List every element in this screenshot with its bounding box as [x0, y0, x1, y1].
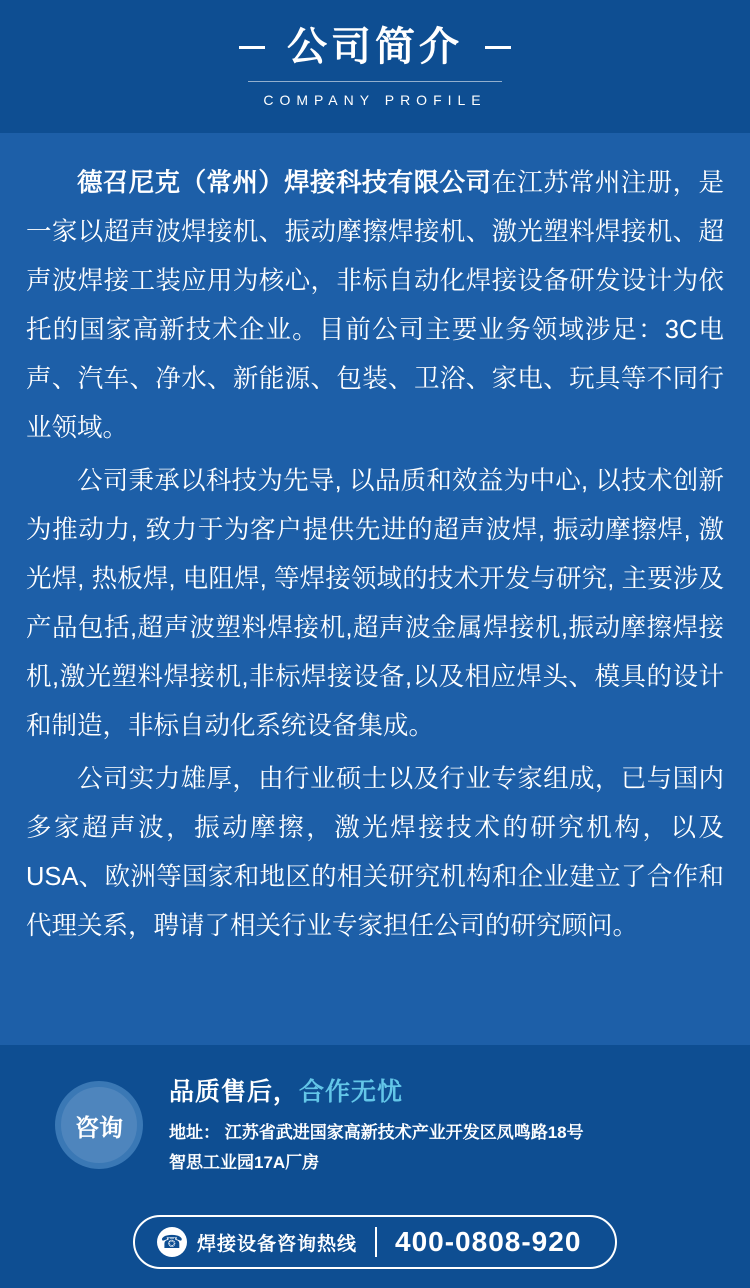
- hotline-number[interactable]: 400-0808-920: [395, 1226, 582, 1257]
- dash-right-decoration: [485, 46, 511, 49]
- footer-headline-main: 品质售后，: [169, 1078, 300, 1106]
- footer-contact-block: [0, 1045, 750, 1205]
- hotline-label: 焊接设备咨询热线: [197, 1233, 358, 1255]
- header-divider: [248, 81, 502, 82]
- paragraph-2: 公司秉承以科技为先导, 以品质和效益为中心, 以技术创新为推动力, 致力于为客户提供先进的超声波焊, 振动摩擦焊, 激光焊, 热板焊, 电阻焊, 等焊接领域的技术开发与研究, 主要涉及产品包括,超声波塑料焊接机,超声波金属焊接机,振动摩擦焊接机,激光塑料焊接机,非标焊接设备,以及相应焊头、模具的设计和制造，非标自动化系统设备集成。: [26, 467, 724, 740]
- consult-badge[interactable]: 咨询: [55, 1081, 143, 1169]
- header-title-row: [239, 25, 511, 69]
- hotline-bar[interactable]: [133, 1215, 617, 1269]
- page-header: [0, 0, 750, 133]
- dash-left-decoration: [239, 46, 265, 49]
- profile-body: [0, 133, 750, 1045]
- footer-address-line-2: 智思工业园17A厂房: [169, 1153, 320, 1172]
- page-title: 公司简介: [287, 25, 463, 69]
- phone-icon: ☎: [157, 1227, 187, 1257]
- paragraph-1-rest: 在江苏常州注册，是一家以超声波焊接机、振动摩擦焊接机、激光塑料焊接机、超声波焊接工装应用为核心，非标自动化焊接设备研发设计为依托的国家高新技术企业。目前公司主要业务领域涉足：3C电声、汽车、净水、新能源、包装、卫浴、家电、玩具等不同行业领域。: [26, 169, 724, 442]
- page-subtitle: COMPANY PROFILE: [263, 92, 487, 108]
- footer-headline: [169, 1072, 584, 1108]
- page-footer: [0, 1045, 750, 1288]
- footer-headline-accent: 合作无忧: [299, 1078, 404, 1106]
- paragraph-3: 公司实力雄厚，由行业硕士以及行业专家组成，已与国内多家超声波，振动摩擦，激光焊接技术的研究机构，以及USA、欧洲等国家和地区的相关研究机构和企业建立了合作和代理关系，聘请了相关行业专家担任公司的研究顾问。: [26, 765, 724, 940]
- paragraph-1: [26, 159, 724, 453]
- hotline-separator: [375, 1227, 377, 1257]
- company-name: 德召尼克（常州）焊接科技有限公司: [77, 169, 492, 197]
- footer-address-line-1: 地址： 江苏省武进国家高新技术产业开发区凤鸣路18号: [169, 1123, 584, 1142]
- footer-text-block: [169, 1072, 584, 1178]
